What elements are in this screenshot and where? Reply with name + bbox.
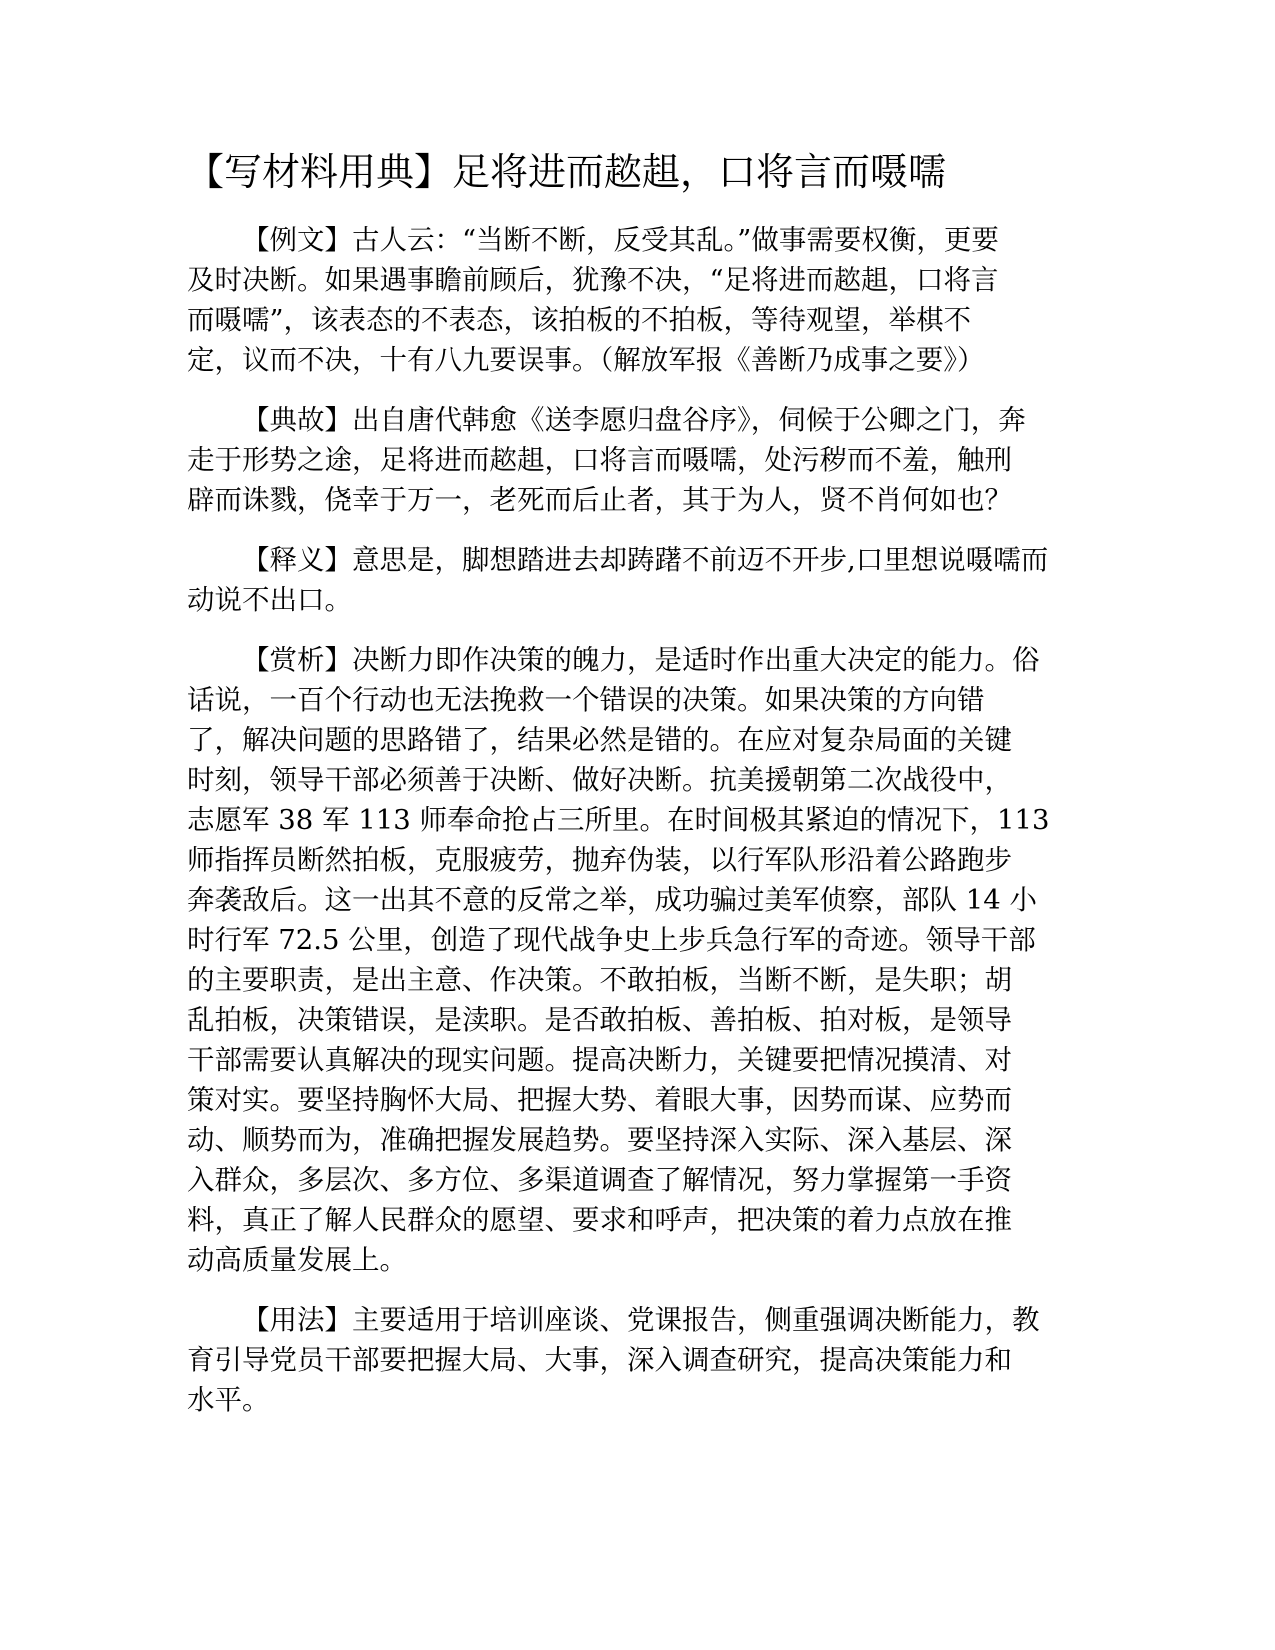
- text-line: 而嗫嚅”，该表态的不表态，该拍板的不拍板，等待观望，举棋不: [187, 304, 972, 336]
- text-line: 定，议而不决，十有八九要误事。（解放军报《善断乃成事之要》）: [187, 344, 985, 376]
- text-line: 时行军 72.5 公里，创造了现代战争史上步兵急行军的奇迹。领导干部: [187, 924, 1036, 956]
- text-line: 时刻，领导干部必须善于决断、做好决断。抗美援朝第二次战役中，: [187, 764, 1012, 796]
- paragraph-example: [187, 220, 1077, 380]
- text-line: 【例文】古人云：“当断不断，反受其乱。”做事需要权衡，更要: [242, 224, 999, 256]
- text-line: 的主要职责，是出主意、作决策。不敢拍板，当断不断，是失职；胡: [187, 964, 1012, 996]
- text-line: 师指挥员断然拍板，克服疲劳，抛弃伪装，以行军队形沿着公路跑步: [187, 844, 1012, 876]
- text-line: 料，真正了解人民群众的愿望、要求和呼声，把决策的着力点放在推: [187, 1204, 1012, 1236]
- text-line: 动、顺势而为，准确把握发展趋势。要坚持深入实际、深入基层、深: [187, 1124, 1012, 1156]
- text-line: 【释义】意思是，脚想踏进去却踌躇不前迈不开步,口里想说嗫嚅而: [242, 544, 1049, 576]
- text-line: 乱拍板，决策错误，是渎职。是否敢拍板、善拍板、拍对板，是领导: [187, 1004, 1012, 1036]
- text-line: 【赏析】决断力即作决策的魄力，是适时作出重大决定的能力。俗: [242, 644, 1040, 676]
- text-line: 策对实。要坚持胸怀大局、把握大势、着眼大事，因势而谋、应势而: [187, 1084, 1012, 1116]
- document-body: [187, 220, 1077, 1440]
- paragraph-analysis: [187, 640, 1077, 1280]
- text-line: 干部需要认真解决的现实问题。提高决断力，关键要把情况摸清、对: [187, 1044, 1012, 1076]
- text-line: 育引导党员干部要把握大局、大事，深入调查研究，提高决策能力和: [187, 1344, 1012, 1376]
- paragraph-allusion: [187, 400, 1077, 520]
- text-line: 入群众，多层次、多方位、多渠道调查了解情况，努力掌握第一手资: [187, 1164, 1012, 1196]
- text-line: 话说，一百个行动也无法挽救一个错误的决策。如果决策的方向错: [187, 684, 985, 716]
- document-title: 【写材料用典】足将进而趑趄，口将言而嗫嚅: [186, 150, 947, 194]
- text-line: 走于形势之途，足将进而趑趄，口将言而嗫嚅，处污秽而不羞，触刑: [187, 444, 1012, 476]
- paragraph-usage: [187, 1300, 1077, 1420]
- text-line: 奔袭敌后。这一出其不意的反常之举，成功骗过美军侦察，部队 14 小: [187, 884, 1037, 916]
- text-line: 【典故】出自唐代韩愈《送李愿归盘谷序》，伺候于公卿之门，奔: [242, 404, 1026, 436]
- text-line: 动高质量发展上。: [187, 1244, 407, 1276]
- text-line: 了，解决问题的思路错了，结果必然是错的。在应对复杂局面的关键: [187, 724, 1012, 756]
- text-line: 动说不出口。: [187, 584, 352, 616]
- text-line: 辟而诛戮，侥幸于万一，老死而后止者，其于为人，贤不肖何如也？: [187, 484, 1012, 516]
- text-line: 及时决断。如果遇事瞻前顾后，犹豫不决，“足将进而趑趄，口将言: [187, 264, 999, 296]
- text-line: 志愿军 38 军 113 师奉命抢占三所里。在时间极其紧迫的情况下，113: [187, 804, 1050, 836]
- text-line: 水平。: [187, 1384, 270, 1416]
- text-line: 【用法】主要适用于培训座谈、党课报告，侧重强调决断能力，教: [242, 1304, 1040, 1336]
- paragraph-meaning: [187, 540, 1077, 620]
